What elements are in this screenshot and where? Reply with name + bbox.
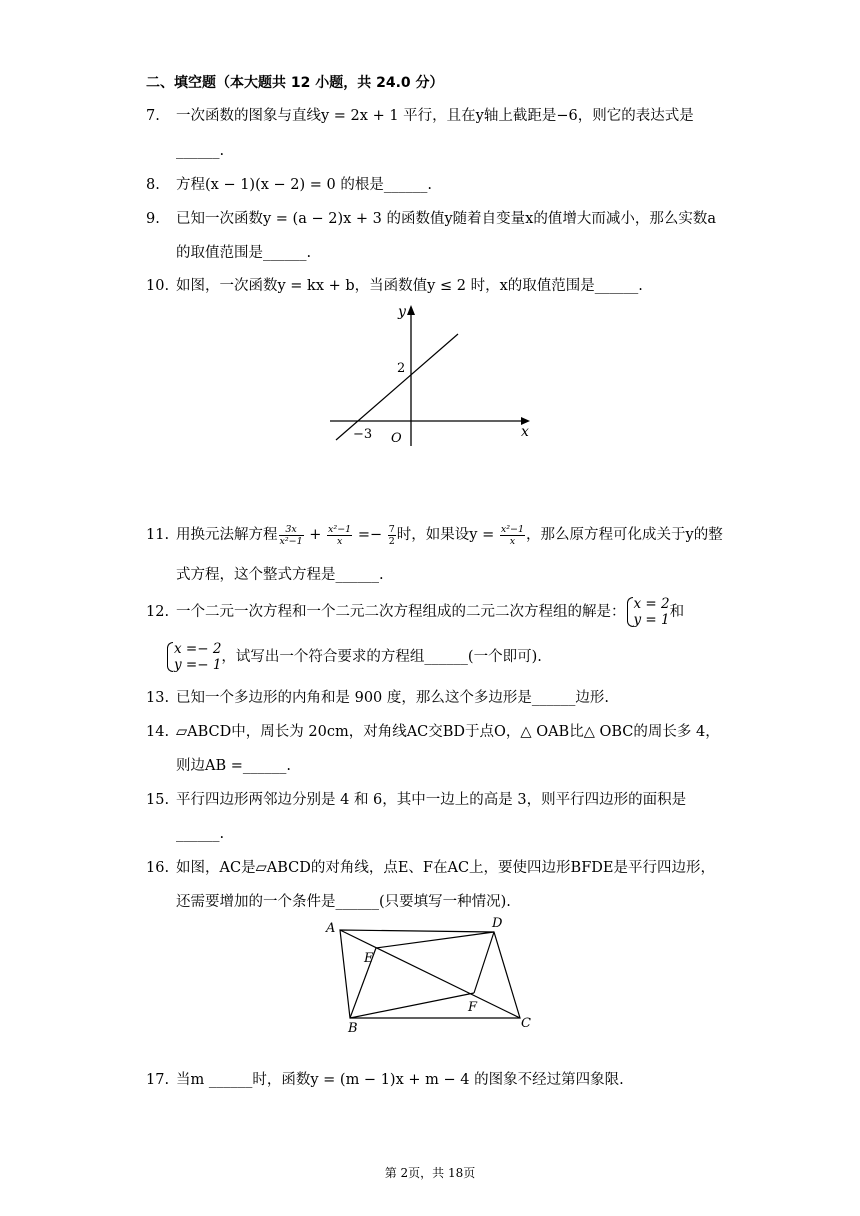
point-a-label: A	[326, 921, 336, 936]
x-axis-label: x	[521, 424, 529, 440]
y-intercept-label: 2	[397, 361, 406, 376]
segment-ed	[376, 932, 494, 948]
q11-text: 用换元法解方程 $\frac{3x}{\text{x²−1}}$ + $\frac{\text{x²−1}}{x}$ =− $\frac{7}{2}$ 时，如果设y = $\frac{\text{x²−1}}{x}$ ，那么原方程可化成关于y的整	[176, 523, 723, 547]
fraction-3: $\frac{7}{2}$	[388, 523, 395, 547]
y-axis-label: y	[398, 304, 406, 320]
q14-text: ▱ABCD中，周长为 20cm，对角线AC交BD于点O，△ OAB比△ OBC的周长多 4，	[176, 724, 720, 740]
q9-text-line2: 的取值范围是______.	[176, 245, 312, 261]
q12-text	[176, 596, 684, 628]
q12-number: 12.	[146, 604, 170, 620]
section-title: 二、填空题（本大题共 12 小题，共 24.0 分）	[146, 75, 444, 91]
q11-prefix: 用换元法解方程	[176, 527, 278, 543]
point-f-label: F	[468, 1000, 478, 1015]
diagonal-ac	[340, 930, 520, 1018]
q11-number: 11.	[146, 527, 170, 543]
q9-text: 已知一次函数y = (a − 2)x + 3 的函数值y随着自变量x的值增大而减小，那么实数a	[176, 211, 717, 227]
q17-text: 当m ______时，函数y = (m − 1)x + m − 4 的图象不经过第四象限.	[176, 1072, 624, 1088]
q16-parallelogram-figure	[322, 912, 542, 1034]
point-d-label: D	[492, 916, 503, 931]
q8-text: 方程(x − 1)(x − 2) = 0 的根是______.	[176, 177, 432, 193]
q12-and: 和	[669, 604, 685, 620]
q11-suffix: ，那么原方程可化成关于y的整	[526, 527, 723, 543]
q7-number: 7.	[146, 108, 160, 124]
q11-middle: 时，如果设y =	[396, 527, 499, 543]
q16-text: 如图，AC是▱ABCD的对角线，点E、F在AC上，要使四边形BFDE是平行四边形，	[176, 860, 715, 876]
q14-text-line2: 则边AB =______.	[176, 758, 291, 774]
fraction-1: $\frac{3x}{\text{x²−1}}$	[279, 523, 303, 547]
q7-text: 一次函数的图象与直线y = 2x + 1 平行，且在y轴上截距是−6，则它的表达式是	[176, 108, 694, 124]
fraction-4: $\frac{\text{x²−1}}{x}$	[500, 523, 525, 547]
q15-blank: ______.	[176, 826, 225, 842]
q16-text-line2: 还需要增加的一个条件是______(只要填写一种情况).	[176, 894, 511, 910]
q17-number: 17.	[146, 1072, 170, 1088]
q10-number: 10.	[146, 278, 170, 294]
fraction-2: $\frac{\text{x²−1}}{x}$	[328, 523, 352, 547]
q15-text: 平行四边形两邻边分别是 4 和 6，其中一边上的高是 3，则平行四边形的面积是	[176, 792, 687, 808]
segment-fb	[350, 993, 474, 1018]
segment-df	[474, 932, 494, 993]
origin-label: O	[391, 431, 402, 446]
q10-function-graph	[320, 300, 540, 450]
page-footer: 第 2页，共 18页	[384, 1166, 476, 1180]
y-axis-arrow-icon	[407, 305, 415, 315]
q15-number: 15.	[146, 792, 170, 808]
x-intercept-label: −3	[353, 427, 373, 442]
point-e-label: E	[364, 951, 374, 966]
point-c-label: C	[521, 1016, 531, 1031]
q12-text-line2	[166, 640, 542, 674]
point-b-label: B	[348, 1021, 358, 1034]
q14-number: 14.	[146, 724, 170, 740]
q12-suffix: ，试写出一个符合要求的方程组______(一个即可).	[221, 649, 542, 665]
q13-text: 已知一个多边形的内角和是 900 度，那么这个多边形是______边形.	[176, 690, 610, 706]
q9-number: 9.	[146, 211, 160, 227]
q16-number: 16.	[146, 860, 170, 876]
function-line	[336, 334, 458, 440]
q10-text: 如图，一次函数y = kx + b，当函数值y ≤ 2 时，x的取值范围是______.	[176, 278, 643, 294]
q8-number: 8.	[146, 177, 160, 193]
q11-text-line2: 式方程，这个整式方程是______.	[176, 567, 384, 583]
q13-number: 13.	[146, 690, 170, 706]
q7-blank: ______.	[176, 143, 225, 159]
q12-prefix: 一个二元一次方程和一个二元二次方程组成的二元二次方程组的解是：	[176, 604, 626, 620]
solution-system-1: x = 2 y = 1	[626, 596, 670, 628]
solution-system-2: x =− 2 y =− 1	[166, 641, 221, 673]
